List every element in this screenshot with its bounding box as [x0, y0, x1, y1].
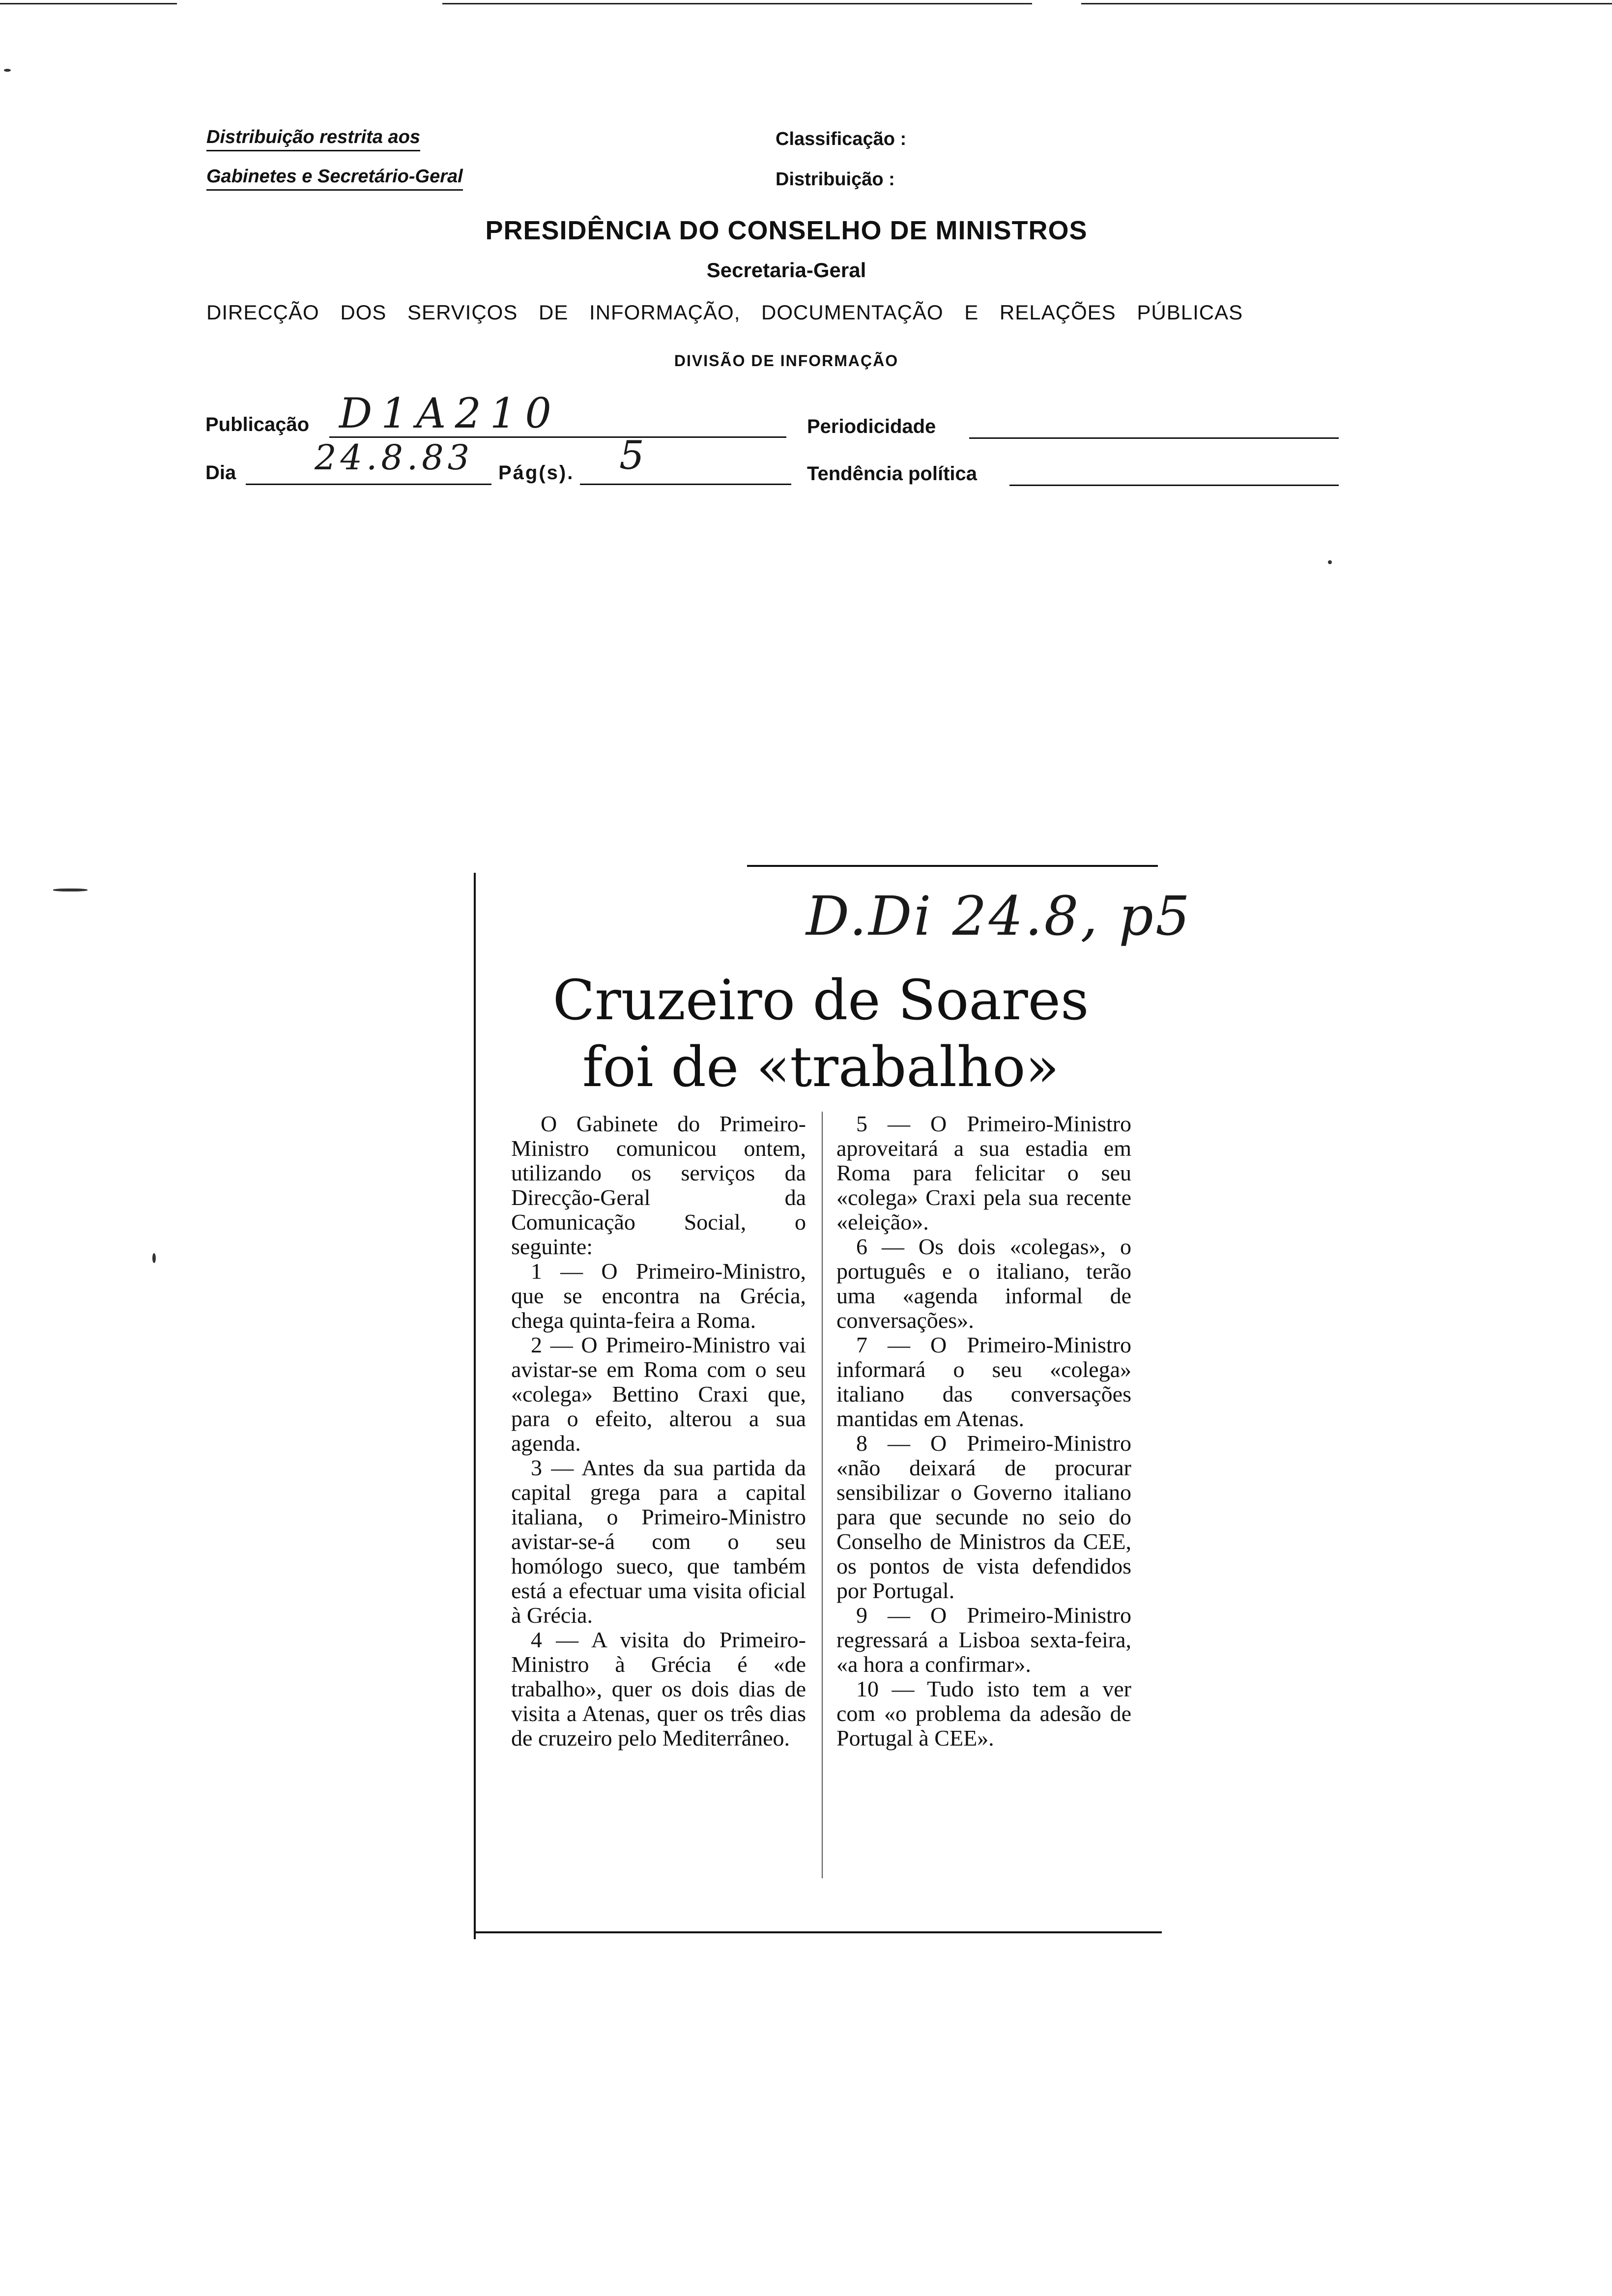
scan-speck [1328, 560, 1332, 564]
article-paragraph: 7 — O Primeiro-Ministro informará o seu «colega» italiano das conversações mantidas em Atenas. [836, 1332, 1131, 1431]
clipping-handwritten-note: D.Di 24.8, p5 [806, 885, 1192, 947]
article-paragraph: 2 — O Primeiro-Ministro vai avistar-se em Roma com o seu «colega» Bettino Craxi que, para o efeito, alterou a sua agenda. [511, 1332, 806, 1456]
restriction-line-2: Gabinetes e Secretário-Geral [206, 166, 463, 191]
clipping-left-rule [474, 873, 476, 1939]
article-paragraph: 6 — Os dois «colegas», o português e o italiano, terão uma «agenda informal de conversações». [836, 1234, 1131, 1333]
article-paragraph: 4 — A visita do Primeiro-Ministro à Grécia é «de trabalho», quer os dois dias de visita a Atenas, quer os três dias de cruzeiro pelo Mediterrâneo. [511, 1627, 806, 1751]
clipping-headline-line-1: Cruzeiro de Soares [552, 969, 1089, 1033]
institution-title: PRESIDÊNCIA DO CONSELHO DE MINISTROS [485, 216, 1088, 245]
article-paragraph: O Gabinete do Primeiro-Ministro comunicou ontem, utilizando os serviços da Direcção-Geral da Comunicação Social, o seguinte: [511, 1111, 806, 1259]
directorate-title: DIRECÇÃO DOS SERVIÇOS DE INFORMAÇÃO, DOCUMENTAÇÃO E RELAÇÕES PÚBLICAS [206, 301, 1243, 324]
scan-speck [53, 889, 87, 891]
day-handwritten-value: 24.8.83 [315, 437, 474, 478]
article-paragraph: 8 — O Primeiro-Ministro «não deixará de procurar sensibilizar o Governo italiano para que secunde no seio do Conselho de Ministros da CEE, os pontos de vista defendidos por Portugal. [836, 1431, 1131, 1603]
clipping-bottom-rule [474, 1931, 1162, 1933]
scan-top-rule-mid [442, 3, 1032, 4]
article-paragraph: 1 — O Primeiro-Ministro, que se encontra na Grécia, chega quinta-feira a Roma. [511, 1259, 806, 1333]
publication-label: Publicação [205, 414, 310, 435]
political-tendency-line [1009, 485, 1339, 486]
classification-label: Classificação : [776, 129, 907, 149]
article-left-column [511, 1112, 806, 1751]
publication-handwritten-value: D1A210 [339, 389, 560, 437]
scan-speck [4, 69, 11, 72]
clipping-top-rule [747, 865, 1158, 867]
article-paragraph: 5 — O Primeiro-Ministro aproveitará a sua estadia em Roma para felicitar o seu «colega» Craxi pela sua recente «eleição». [836, 1111, 1131, 1234]
pages-handwritten-value: 5 [619, 432, 644, 478]
article-right-column [836, 1112, 1131, 1751]
article-paragraph: 10 — Tudo isto tem a ver com «o problema da adesão de Portugal à CEE». [836, 1676, 1131, 1751]
political-tendency-label: Tendência política [807, 463, 977, 485]
restriction-line-1: Distribuição restrita aos [206, 127, 420, 151]
pages-line [580, 484, 791, 485]
scan-speck [152, 1253, 156, 1263]
article-paragraph: 3 — Antes da sua partida da capital grega para a capital italiana, o Primeiro-Ministro avistar-se-á com o seu homólogo sueco, que também está a efectuar uma visita oficial à Grécia. [511, 1455, 806, 1628]
scan-top-rule-left [0, 3, 177, 4]
clipping-headline-line-2: foi de «trabalho» [582, 1035, 1060, 1099]
periodicity-line [969, 437, 1339, 439]
distribution-label: Distribuição : [776, 169, 895, 190]
periodicity-label: Periodicidade [807, 416, 936, 437]
day-label: Dia [205, 462, 236, 484]
scan-top-rule-right [1081, 3, 1612, 4]
column-divider [822, 1112, 823, 1878]
pages-label: Pág(s). [498, 462, 575, 484]
division-title: DIVISÃO DE INFORMAÇÃO [674, 352, 899, 370]
secretariat-title: Secretaria-Geral [706, 258, 866, 282]
article-paragraph: 9 — O Primeiro-Ministro regressará a Lisboa sexta-feira, «a hora a confirmar». [836, 1603, 1131, 1677]
day-line [246, 484, 491, 485]
